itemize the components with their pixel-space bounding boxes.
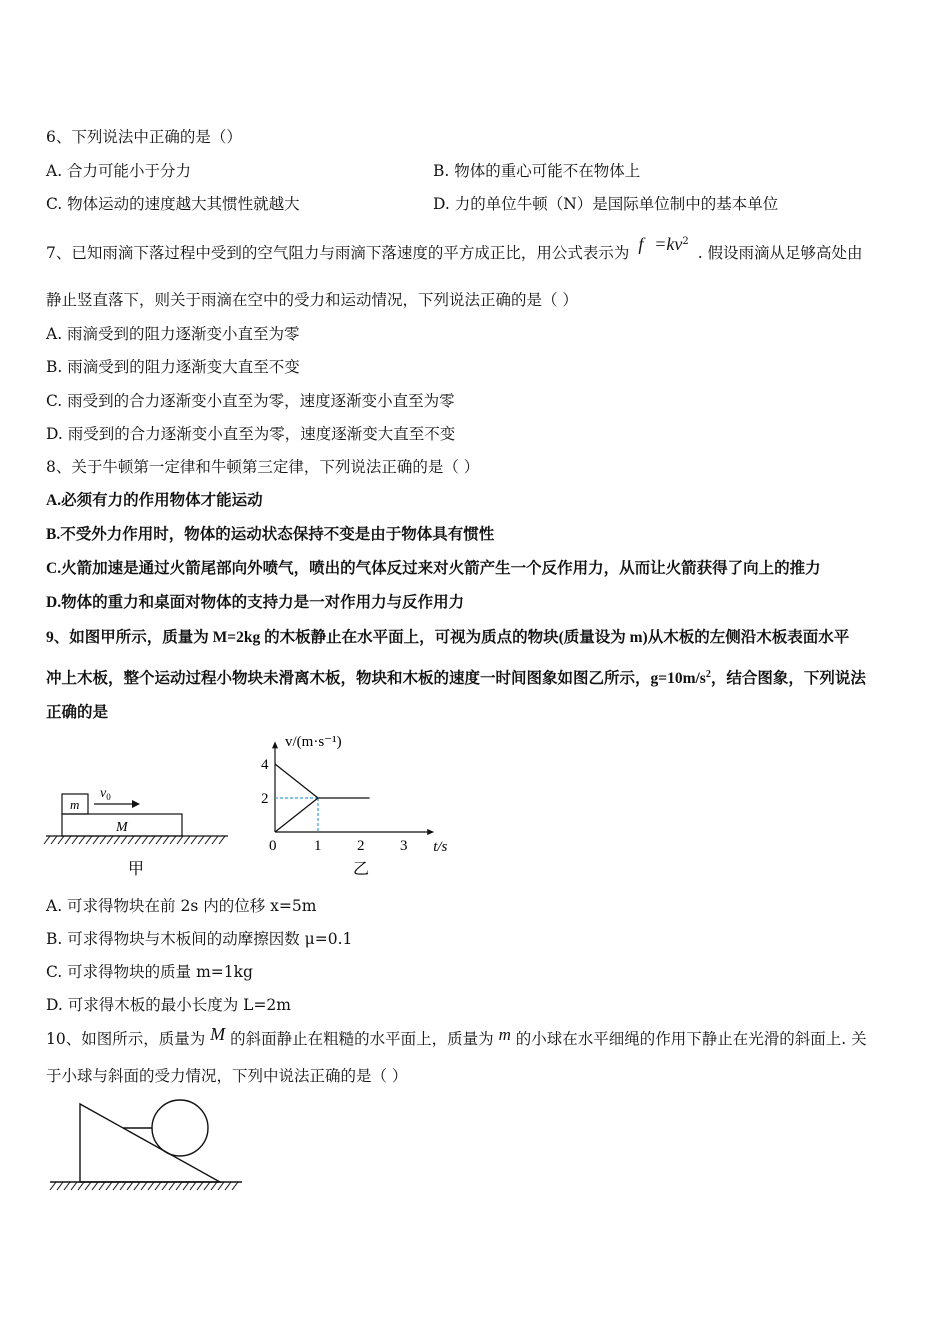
figure-jia [40, 778, 240, 878]
q7-option-d: D. 雨受到的合力逐渐变小直至为零，速度逐渐变大直至不变 [46, 425, 456, 443]
q7-stem-before: 7、已知雨滴下落过程中受到的空气阻力与雨滴下落速度的平方成正比，用公式表示为 [46, 244, 630, 263]
q8-option-c: C.火箭加速是通过火箭尾部向外喷气，喷出的气体反过来对火箭产生一个反作用力，从而让火箭获得了向上的推力 [46, 560, 821, 577]
y-axis-label: v/(m·s⁻¹) [285, 734, 342, 750]
q9-option-b: B. 可求得物块与木板间的动摩擦因数 μ=0.1 [46, 930, 353, 948]
x-tick-label: 1 [314, 838, 322, 854]
chart-caption: 乙 [353, 861, 370, 878]
x-axis-arrow [427, 829, 434, 835]
y-tick-label: 4 [261, 757, 269, 773]
x-axis-label: t/s [433, 839, 448, 855]
series-line-2 [275, 798, 318, 832]
q10-stem-line2: 于小球与斜面的受力情况，下列中说法正确的是（ ） [46, 1067, 408, 1085]
figure-incline [46, 1096, 246, 1196]
y-axis-arrow [272, 741, 278, 748]
q9-line2-a: 冲上木板，整个运动过程小物块未滑离木板，物块和木板的速度一时间图象如图乙所示，g=10m/s [46, 670, 706, 688]
x-tick-label: 2 [357, 838, 365, 854]
q7-stem-line1 [46, 234, 863, 263]
q6-stem: 6、下列说法中正确的是（） [46, 128, 242, 146]
incline-block [80, 1104, 220, 1182]
q9-option-d: D. 可求得木板的最小长度为 L=2m [46, 996, 291, 1014]
x-tick-label: 0 [269, 838, 277, 854]
q7-formula-eq: =kv [654, 234, 683, 255]
block-m-label: m [70, 797, 80, 812]
series-line-1 [275, 764, 370, 798]
velocity-arrow-head [132, 800, 140, 808]
q7-formula [638, 236, 693, 254]
q10-stem-line1 [46, 1024, 867, 1049]
q8-option-a: A.必须有力的作用物体才能运动 [46, 492, 263, 509]
ball [152, 1100, 208, 1156]
q8-stem: 8、关于牛顿第一定律和牛顿第三定律，下列说法正确的是（ ） [46, 458, 480, 476]
q9-stem-line1: 9、如图甲所示，质量为 M=2kg 的木板静止在水平面上，可视为质点的物块(质量设为 m)从木板的左侧沿木板表面水平 [46, 629, 850, 646]
y-tick-label: 2 [261, 791, 269, 807]
q7-formula-f: f [638, 234, 644, 255]
q7-option-a: A. 雨滴受到的阻力逐渐变小直至为零 [46, 325, 300, 343]
q6-option-d: D. 力的单位牛顿（N）是国际单位制中的基本单位 [433, 195, 779, 213]
q7-stem-line2: 静止竖直落下，则关于雨滴在空中的受力和运动情况，下列说法正确的是（ ） [46, 291, 578, 309]
q9-stem-line3: 正确的是 [46, 704, 109, 721]
ground-hatch [50, 1182, 238, 1190]
q10-stem-a: 10、如图所示，质量为 [46, 1030, 206, 1048]
q10-sym-m: m [498, 1025, 511, 1044]
q8-option-d: D.物体的重力和桌面对物体的支持力是一对作用力与反作用力 [46, 594, 465, 611]
q7-option-c: C. 雨受到的合力逐渐变小直至为零，速度逐渐变小直至为零 [46, 392, 455, 410]
q10-stem-c: 的小球在水平细绳的作用下静止在光滑的斜面上. 关 [515, 1030, 867, 1048]
q9-line2-sup: 2 [705, 669, 711, 680]
q9-stem-line2 [46, 665, 866, 689]
q8-option-b: B.不受外力作用时，物体的运动状态保持不变是由于物体具有惯性 [46, 526, 495, 543]
v0-label: $v_0$ [100, 786, 111, 802]
x-tick-label: 3 [400, 838, 408, 854]
caption-jia: 甲 [128, 861, 145, 878]
q9-line2-b: ，结合图象，下列说法 [710, 670, 866, 688]
ground-hatch [44, 836, 225, 844]
q7-option-b: B. 雨滴受到的阻力逐渐变大直至不变 [46, 358, 300, 376]
figure-yi-chart [255, 728, 455, 880]
q9-option-c: C. 可求得物块的质量 m=1kg [46, 963, 253, 981]
q6-option-c: C. 物体运动的速度越大其惯性就越大 [46, 195, 300, 213]
q9-option-a: A. 可求得物块在前 2s 内的位移 x=5m [46, 897, 317, 915]
q10-sym-M: M [210, 1024, 226, 1044]
q10-stem-b: 的斜面静止在粗糙的水平面上，质量为 [230, 1030, 494, 1048]
q7-formula-exp: 2 [682, 236, 689, 247]
q7-stem-after: . 假设雨滴从足够高处由 [697, 244, 863, 263]
board-M-label: M [116, 820, 128, 835]
q6-option-a: A. 合力可能小于分力 [46, 162, 192, 180]
q6-option-b: B. 物体的重心可能不在物体上 [433, 162, 641, 180]
